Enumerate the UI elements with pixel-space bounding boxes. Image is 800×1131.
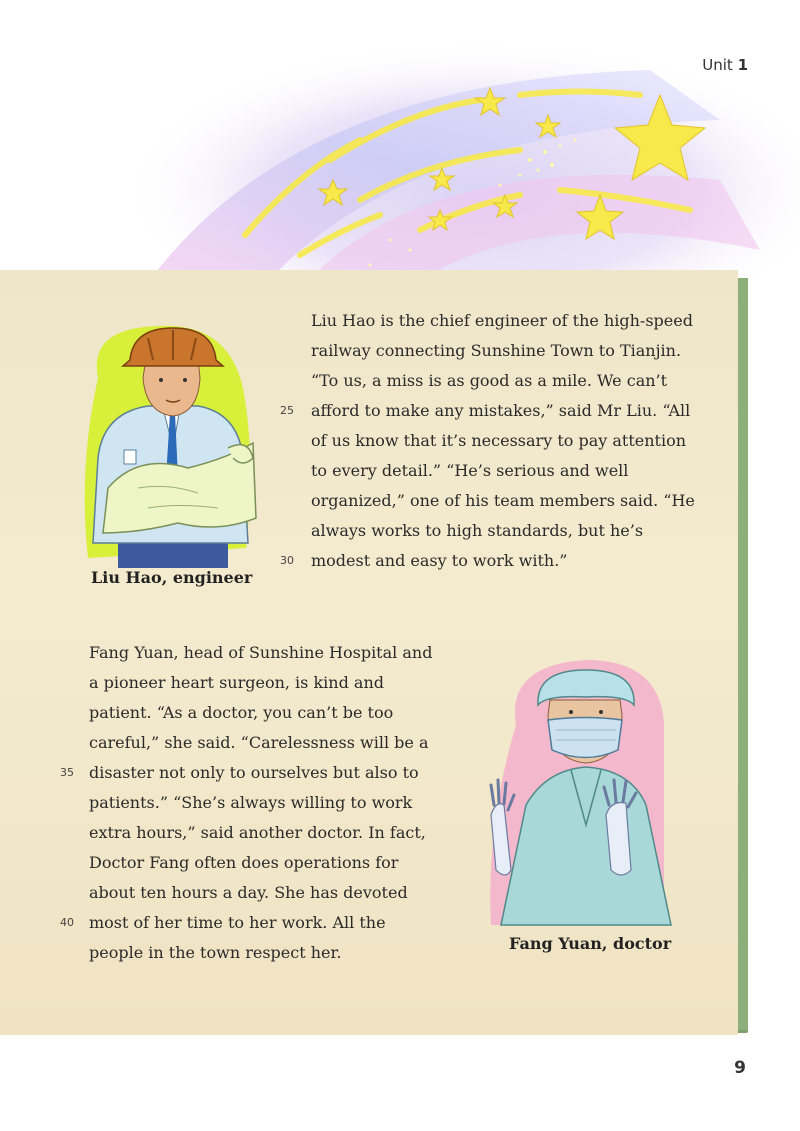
text-line: most of her time to her work. All the	[89, 913, 386, 932]
text-line: extra hours,” said another doctor. In fact,	[89, 823, 426, 842]
line-number: 25	[280, 404, 294, 417]
text-line: patients.” “She’s always willing to work	[89, 793, 413, 812]
text-line: organized,” one of his team members said. “He	[311, 491, 695, 510]
unit-word: Unit	[702, 56, 733, 74]
text-line: disaster not only to ourselves but also to	[89, 763, 419, 782]
text-line: about ten hours a day. She has devoted	[89, 883, 408, 902]
text-line: railway connecting Sunshine Town to Tianjin.	[311, 341, 682, 360]
fang-yuan-caption: Fang Yuan, doctor	[509, 934, 672, 953]
fang-yuan-illustration	[486, 655, 686, 930]
line-number: 40	[60, 916, 74, 929]
text-line: people in the town respect her.	[89, 943, 342, 962]
text-line: Liu Hao is the chief engineer of the high-speed	[311, 311, 693, 330]
unit-number: 1	[737, 56, 748, 74]
shooting-stars-illustration	[0, 0, 800, 300]
text-line: Doctor Fang often does operations for	[89, 853, 399, 872]
liu-hao-caption: Liu Hao, engineer	[91, 568, 253, 587]
text-line: to every detail.” “He’s serious and well	[311, 461, 629, 480]
liu-hao-paragraph	[311, 306, 695, 576]
page-number: 9	[734, 1058, 746, 1078]
text-line: modest and easy to work with.”	[311, 551, 568, 570]
text-line: careful,” she said. “Carelessness will be a	[89, 733, 429, 752]
line-number: 30	[280, 554, 294, 567]
text-line: “To us, a miss is as good as a mile. We can’t	[311, 371, 668, 390]
text-line: of us know that it’s necessary to pay attention	[311, 431, 687, 450]
fang-yuan-paragraph	[89, 638, 432, 968]
line-number: 35	[60, 766, 74, 779]
text-line: always works to high standards, but he’s	[311, 521, 644, 540]
text-line: Fang Yuan, head of Sunshine Hospital and	[89, 643, 433, 662]
text-line: a pioneer heart surgeon, is kind and	[89, 673, 384, 692]
text-line: afford to make any mistakes,” said Mr Liu. “All	[311, 401, 691, 420]
liu-hao-illustration	[78, 318, 268, 568]
text-line: patient. “As a doctor, you can’t be too	[89, 703, 394, 722]
